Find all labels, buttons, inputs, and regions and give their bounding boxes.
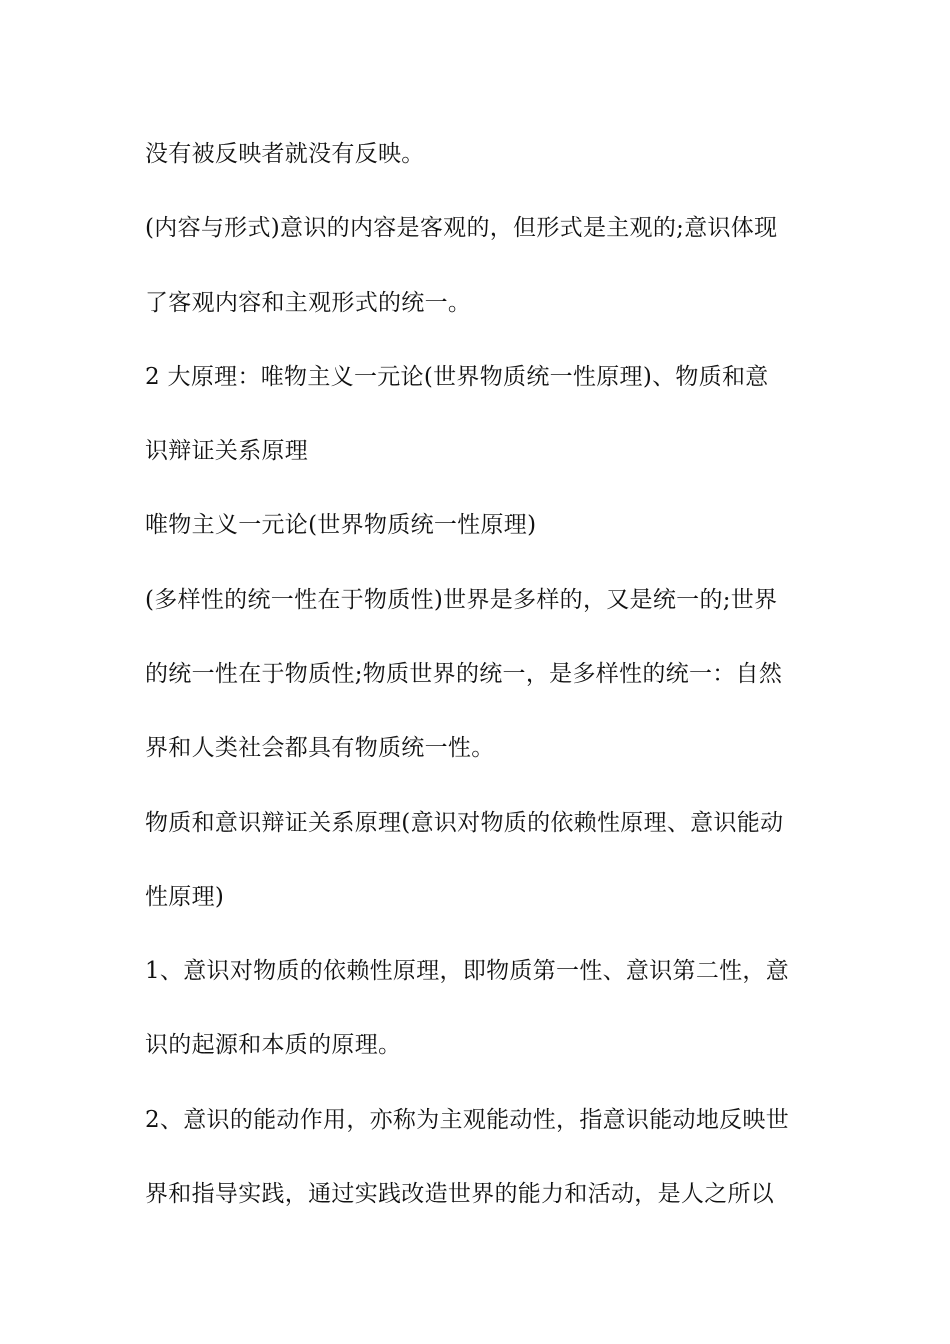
text-line: 2 大原理：唯物主义一元论(世界物质统一性原理)、物质和意	[145, 364, 769, 390]
text-line: (内容与形式)意识的内容是客观的，但形式是主观的;意识体现	[145, 215, 778, 241]
text-line: 的统一性在于物质性;物质世界的统一，是多样性的统一：自然	[145, 661, 783, 687]
text-line: 界和人类社会都具有物质统一性。	[145, 735, 495, 761]
text-line: 了客观内容和主观形式的统一。	[145, 290, 472, 316]
text-line: 性原理)	[145, 884, 225, 910]
text-line: 识辩证关系原理	[145, 438, 309, 464]
text-line: 没有被反映者就没有反映。	[145, 141, 425, 167]
text-line: 2、意识的能动作用，亦称为主观能动性，指意识能动地反映世	[145, 1107, 790, 1133]
section-heading: 物质和意识辩证关系原理(意识对物质的依赖性原理、意识能动	[145, 810, 784, 836]
section-heading: 唯物主义一元论(世界物质统一性原理)	[145, 512, 537, 538]
text-line: 界和指导实践，通过实践改造世界的能力和活动，是人之所以	[145, 1181, 775, 1207]
text-line: 1、意识对物质的依赖性原理，即物质第一性、意识第二性，意	[145, 958, 790, 984]
text-line: (多样性的统一性在于物质性)世界是多样的，又是统一的;世界	[145, 587, 778, 613]
text-line: 识的起源和本质的原理。	[145, 1032, 402, 1058]
